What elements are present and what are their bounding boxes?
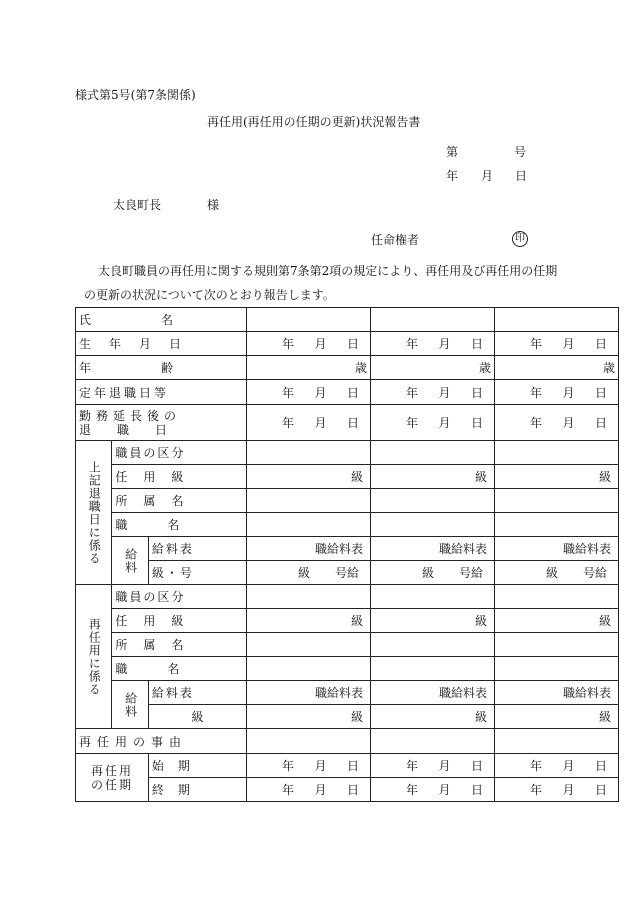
row-name [76, 308, 619, 332]
document-title: 再任用(再任用の任期の更新)状況報告書 [207, 115, 421, 129]
row-term-end [76, 778, 619, 802]
cell-g1-gn-1[interactable] [247, 561, 371, 585]
grade-unit: 級 [599, 614, 612, 628]
appointer-label: 任命権者 [371, 233, 420, 247]
day-unit: 日 [594, 759, 607, 773]
year-unit: 年 [406, 385, 419, 400]
row-reason [76, 729, 619, 754]
label-g2-salary-table [148, 681, 246, 705]
row-g2-grade-only [76, 705, 619, 729]
year-unit: 年 [406, 759, 419, 773]
label-extension-line2: 退職日 [79, 422, 194, 437]
label-affiliation-text: 所属名 [115, 638, 200, 652]
grade-unit: 級 [475, 614, 488, 628]
day-unit: 日 [594, 337, 607, 351]
report-table [75, 307, 619, 802]
day-unit: 日 [470, 783, 483, 797]
cell-retire-3[interactable] [495, 380, 619, 405]
label-g1-salary [112, 537, 149, 585]
grade-unit: 級 [475, 470, 488, 484]
label-term-start [148, 754, 246, 778]
cell-g1-gn-3[interactable] [495, 561, 619, 585]
row-g2-affiliation [76, 633, 619, 657]
cell-g2-go-1[interactable] [247, 705, 371, 729]
cell-birth-1[interactable] [247, 332, 371, 356]
month-unit: 月 [438, 783, 451, 797]
year-unit: 年 [282, 385, 295, 400]
cell-g2-st-1[interactable] [247, 681, 371, 705]
grade-unit: 級 [298, 566, 311, 580]
form-number: 様式第5号(第7条関係) [75, 88, 196, 102]
day-unit: 日 [346, 759, 359, 773]
cell-g2-go-2[interactable] [371, 705, 495, 729]
grade-unit: 級 [599, 470, 612, 484]
cell-retire-1[interactable] [247, 380, 371, 405]
label-end-text: 終期 [151, 783, 204, 797]
age-unit: 歳 [355, 361, 368, 375]
month-unit: 月 [562, 385, 575, 400]
cell-end-1[interactable] [247, 778, 371, 802]
row-g1-staff-class [76, 441, 619, 465]
number-prefix: 第 [446, 145, 459, 159]
label-age [76, 356, 247, 380]
month-unit: 月 [314, 783, 327, 797]
label-term-end [148, 778, 246, 802]
cell-g1-class-1[interactable] [247, 441, 371, 465]
cell-start-1[interactable] [247, 754, 371, 778]
cell-age-2[interactable] [371, 356, 495, 380]
label-extension-line1: 勤務延長後の [79, 408, 182, 423]
year-unit: 年 [282, 337, 295, 351]
cell-g1-grade-3[interactable] [495, 465, 619, 489]
label-birth-date [76, 332, 247, 356]
month-unit: 月 [314, 385, 327, 400]
day-unit: 日 [346, 337, 359, 351]
day-unit: 日 [470, 385, 483, 400]
cell-g1-class-3[interactable] [495, 441, 619, 465]
day-unit: 日 [470, 759, 483, 773]
label-position-text: 職名 [115, 518, 220, 532]
cell-reason-3[interactable] [495, 729, 619, 754]
cell-g1-grade-2[interactable] [371, 465, 495, 489]
cell-g1-st-3[interactable] [495, 537, 619, 561]
salary-table-unit: 職給料表 [439, 686, 488, 700]
label-g2-grade-only [148, 705, 246, 729]
label-salary-table-text: 給料表 [151, 686, 194, 700]
cell-g2-aff-1[interactable] [247, 633, 371, 657]
year-unit: 年 [530, 759, 543, 773]
cell-start-3[interactable] [495, 754, 619, 778]
cell-ext-2[interactable] [371, 405, 495, 441]
cell-birth-3[interactable] [495, 332, 619, 356]
row-g1-position [76, 513, 619, 537]
row-extension-retirement [76, 405, 619, 441]
cell-name-1[interactable] [247, 308, 371, 332]
day-unit: 日 [346, 783, 359, 797]
group-label-retirement [76, 441, 112, 585]
label-grade-text: 任用級 [115, 614, 200, 628]
label-position-text: 職名 [115, 662, 220, 676]
salary-table-unit: 職給料表 [563, 686, 612, 700]
month-unit: 月 [438, 759, 451, 773]
row-g2-grade [76, 609, 619, 633]
day-unit: 日 [594, 416, 607, 430]
date-month: 月 [481, 169, 494, 183]
cell-g2-class-3[interactable] [495, 585, 619, 609]
cell-g1-pos-2[interactable] [371, 513, 495, 537]
month-unit: 月 [562, 416, 575, 430]
salary-table-unit: 職給料表 [315, 542, 364, 556]
day-unit: 日 [470, 337, 483, 351]
year-unit: 年 [406, 783, 419, 797]
label-term-line1: 再任用 [90, 763, 133, 778]
day-unit: 日 [594, 783, 607, 797]
cell-name-3[interactable] [495, 308, 619, 332]
addressee: 太良町長 [113, 198, 162, 212]
month-unit: 月 [438, 416, 451, 430]
label-start-text: 始期 [151, 759, 204, 773]
label-g2-grade [112, 609, 247, 633]
grade-unit: 級 [351, 710, 364, 724]
grade-unit: 級 [546, 566, 559, 580]
cell-g2-class-2[interactable] [371, 585, 495, 609]
label-reason-text: 再任用の事由 [79, 734, 188, 749]
label-g2-affiliation [112, 633, 247, 657]
cell-reason-1[interactable] [247, 729, 371, 754]
month-unit: 月 [438, 385, 451, 400]
grade-unit: 級 [475, 710, 488, 724]
month-unit: 月 [562, 337, 575, 351]
label-retirement-date [76, 380, 247, 405]
row-g2-staff-class [76, 585, 619, 609]
label-retirement-date-text: 定年退職日等 [79, 385, 170, 400]
label-g1-grade-number [148, 561, 246, 585]
label-staff-class-text: 職員の区分 [115, 590, 186, 604]
salary-table-unit: 職給料表 [439, 542, 488, 556]
row-birth-date [76, 332, 619, 356]
row-term-start [76, 754, 619, 778]
cell-g2-class-1[interactable] [247, 585, 371, 609]
day-unit: 日 [594, 385, 607, 400]
salary-table-unit: 職給料表 [563, 542, 612, 556]
age-unit: 歳 [603, 361, 616, 375]
cell-g1-grade-1[interactable] [247, 465, 371, 489]
label-affiliation-text: 所属名 [115, 494, 200, 508]
year-unit: 年 [406, 416, 419, 430]
year-unit: 年 [282, 783, 295, 797]
label-name [76, 308, 247, 332]
year-unit: 年 [406, 337, 419, 351]
cell-start-2[interactable] [371, 754, 495, 778]
cell-g2-pos-3[interactable] [495, 657, 619, 681]
cell-reason-2[interactable] [371, 729, 495, 754]
cell-g1-aff-2[interactable] [371, 489, 495, 513]
day-unit: 日 [346, 385, 359, 400]
label-grade-number-text: 級・号 [151, 566, 194, 580]
cell-end-3[interactable] [495, 778, 619, 802]
label-staff-class-text: 職員の区分 [115, 446, 186, 460]
label-salary-table-text: 給料表 [151, 542, 194, 556]
cell-g2-aff-2[interactable] [371, 633, 495, 657]
label-reason [76, 729, 247, 754]
cell-age-3[interactable] [495, 356, 619, 380]
cell-g1-class-2[interactable] [371, 441, 495, 465]
gou-unit: 号給 [335, 566, 360, 580]
month-unit: 月 [562, 759, 575, 773]
gou-unit: 号給 [583, 566, 608, 580]
cell-g2-grade-1[interactable] [247, 609, 371, 633]
cell-g1-pos-1[interactable] [247, 513, 371, 537]
group-label-reappointment [76, 585, 112, 729]
cell-g2-go-3[interactable] [495, 705, 619, 729]
cell-g2-st-3[interactable] [495, 681, 619, 705]
cell-g1-aff-1[interactable] [247, 489, 371, 513]
cell-age-1[interactable] [247, 356, 371, 380]
cell-g1-st-1[interactable] [247, 537, 371, 561]
cell-ext-3[interactable] [495, 405, 619, 441]
number-suffix: 号 [514, 145, 527, 159]
label-grade-text: 任用級 [115, 470, 200, 484]
body-text-line2: の更新の状況について次のとおり報告します。 [84, 288, 335, 302]
salary-table-unit: 職給料表 [315, 686, 364, 700]
group-label-reappointment-text: 再任用に係る [87, 617, 102, 696]
year-unit: 年 [530, 337, 543, 351]
label-salary-text: 給料 [123, 691, 138, 718]
label-g2-salary [112, 681, 149, 729]
body-text-line1: 太良町職員の再任用に関する規則第7条第2項の規定により、再任用及び再任用の任期 [98, 264, 558, 278]
gou-unit: 号給 [459, 566, 484, 580]
label-g1-salary-table [148, 537, 246, 561]
grade-unit: 級 [599, 710, 612, 724]
month-unit: 月 [562, 783, 575, 797]
day-unit: 日 [470, 416, 483, 430]
cell-ext-1[interactable] [247, 405, 371, 441]
age-unit: 歳 [479, 361, 492, 375]
row-g1-salary-table [76, 537, 619, 561]
cell-birth-2[interactable] [371, 332, 495, 356]
row-g1-grade [76, 465, 619, 489]
label-age-text: 年齢 [79, 361, 244, 375]
label-g1-position [112, 513, 247, 537]
year-unit: 年 [530, 416, 543, 430]
cell-name-2[interactable] [371, 308, 495, 332]
month-unit: 月 [314, 759, 327, 773]
row-age [76, 356, 619, 380]
grade-unit: 級 [351, 614, 364, 628]
label-birth-date-text: 生年月日 [79, 337, 200, 351]
date-year: 年 [446, 169, 459, 183]
cell-g1-st-2[interactable] [371, 537, 495, 561]
year-unit: 年 [530, 385, 543, 400]
label-grade-only-text: 級 [191, 710, 204, 724]
cell-g1-gn-2[interactable] [371, 561, 495, 585]
row-retirement-date [76, 380, 619, 405]
cell-g2-st-2[interactable] [371, 681, 495, 705]
cell-g2-pos-1[interactable] [247, 657, 371, 681]
date-day: 日 [515, 169, 528, 183]
cell-g2-grade-2[interactable] [371, 609, 495, 633]
group-label-retirement-text: 上記退職日に係る [87, 460, 102, 565]
year-unit: 年 [282, 759, 295, 773]
cell-g1-pos-3[interactable] [495, 513, 619, 537]
day-unit: 日 [346, 416, 359, 430]
month-unit: 月 [438, 337, 451, 351]
label-g1-grade [112, 465, 247, 489]
cell-g2-aff-3[interactable] [495, 633, 619, 657]
addressee-suffix: 様 [207, 198, 220, 212]
label-extension-retirement [76, 405, 247, 441]
year-unit: 年 [282, 416, 295, 430]
label-term-line2: の任期 [90, 777, 133, 792]
grade-unit: 級 [422, 566, 435, 580]
cell-retire-2[interactable] [371, 380, 495, 405]
grade-unit: 級 [351, 470, 364, 484]
label-term [76, 754, 149, 802]
month-unit: 月 [314, 416, 327, 430]
row-g1-affiliation [76, 489, 619, 513]
cell-end-2[interactable] [371, 778, 495, 802]
year-unit: 年 [530, 783, 543, 797]
label-name-text: 氏名 [79, 313, 244, 327]
row-g2-salary-table [76, 681, 619, 705]
cell-g2-pos-2[interactable] [371, 657, 495, 681]
label-g1-staff-class [112, 441, 247, 465]
month-unit: 月 [314, 337, 327, 351]
cell-g1-aff-3[interactable] [495, 489, 619, 513]
seal-icon: 印 [512, 231, 528, 247]
label-g1-affiliation [112, 489, 247, 513]
label-salary-text: 給料 [123, 547, 138, 574]
row-g2-position [76, 657, 619, 681]
label-g2-position [112, 657, 247, 681]
row-g1-grade-number [76, 561, 619, 585]
seal-mark [512, 230, 528, 247]
label-g2-staff-class [112, 585, 247, 609]
cell-g2-grade-3[interactable] [495, 609, 619, 633]
